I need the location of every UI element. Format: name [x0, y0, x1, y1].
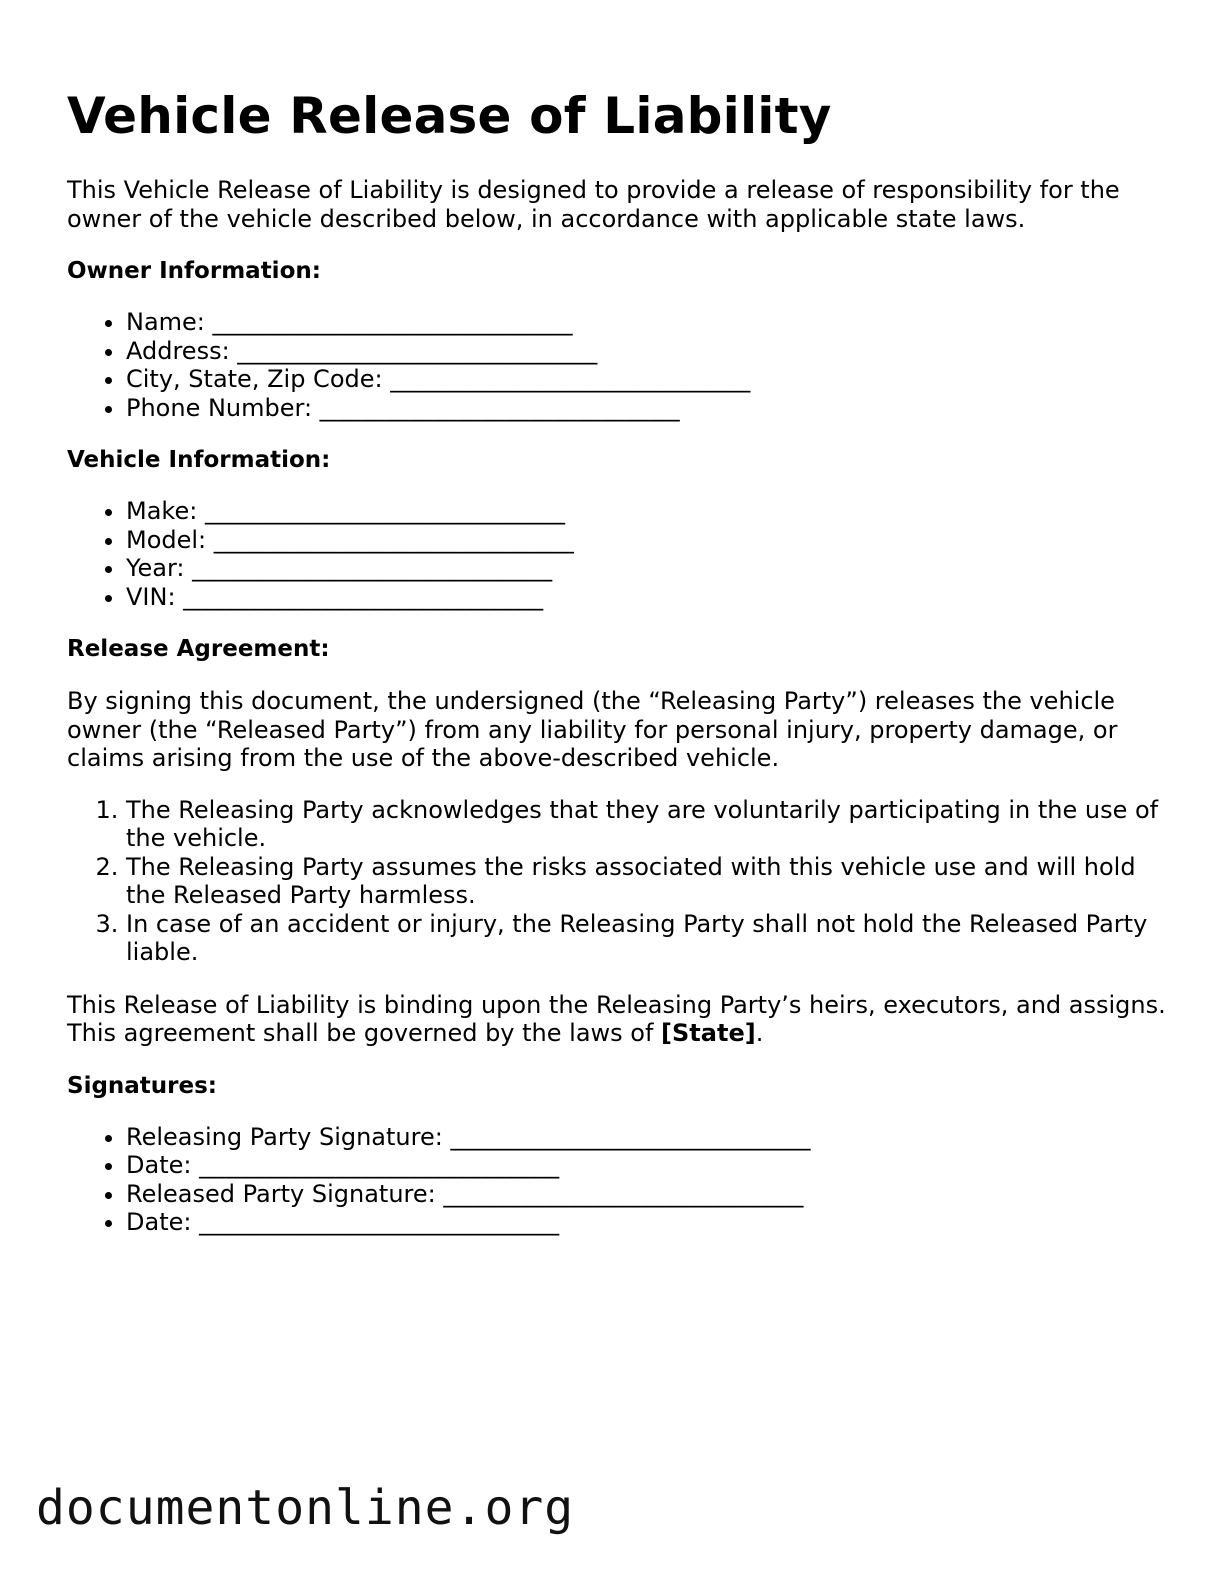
released-party-signature-field: • Released Party Signature: ______________________________ — [126, 1180, 1177, 1209]
releasing-party-date-field: • Date: ______________________________ — [126, 1151, 1177, 1180]
vehicle-vin-field: • VIN: ______________________________ — [126, 583, 1177, 612]
releasing-party-signature-field: • Releasing Party Signature: ______________________________ — [126, 1123, 1177, 1152]
owner-address-field: • Address: ______________________________ — [126, 337, 1177, 366]
release-term: 2. The Releasing Party assumes the risks associated with this vehicle use and will hold the Released Party harmless. — [126, 853, 1177, 910]
vehicle-field-list — [67, 497, 1177, 611]
owner-section-heading: Owner Information: — [67, 258, 321, 284]
signature-field-list — [67, 1123, 1177, 1237]
closing-state: [State] — [661, 1019, 756, 1047]
owner-phone-field: • Phone Number: ______________________________ — [126, 394, 1177, 423]
release-paragraph: By signing this document, the undersigned (the “Releasing Party”) releases the vehicle owner (the “Released Party”) from any liability for personal injury, property damage, or claims arising from the use of the above-described vehicle. — [67, 687, 1118, 772]
signatures-section-heading: Signatures: — [67, 1072, 218, 1099]
vehicle-model-field: • Model: ______________________________ — [126, 526, 1177, 555]
document-title: Vehicle Release of Liability — [67, 87, 832, 145]
closing-text: This Release of Liability is binding upon the Releasing Party’s heirs, executors, and assigns. This agreement shall be governed by the laws of — [67, 990, 1166, 1047]
watermark: documentonline.org — [36, 1480, 575, 1536]
document-page — [67, 0, 1177, 1237]
closing-end: . — [755, 1019, 764, 1047]
release-term: 3. In case of an accident or injury, the Releasing Party shall not hold the Released Party liable. — [126, 910, 1177, 967]
release-terms-list — [67, 796, 1177, 967]
owner-name-field: • Name: ______________________________ — [126, 308, 1177, 337]
owner-field-list — [67, 308, 1177, 422]
vehicle-year-field: • Year: ______________________________ — [126, 554, 1177, 583]
owner-city-state-zip-field: • City, State, Zip Code: ______________________________ — [126, 365, 1177, 394]
closing-paragraph — [67, 991, 1177, 1048]
vehicle-section-heading: Vehicle Information: — [67, 447, 331, 473]
vehicle-make-field: • Make: ______________________________ — [126, 497, 1177, 526]
released-party-date-field: • Date: ______________________________ — [126, 1208, 1177, 1237]
release-section-heading: Release Agreement: — [67, 636, 330, 662]
intro-paragraph: This Vehicle Release of Liability is designed to provide a release of responsibility for the owner of the vehicle described below, in accordance with applicable state laws. — [67, 176, 1120, 233]
release-term: 1. The Releasing Party acknowledges that they are voluntarily participating in the use of the vehicle. — [126, 796, 1177, 853]
